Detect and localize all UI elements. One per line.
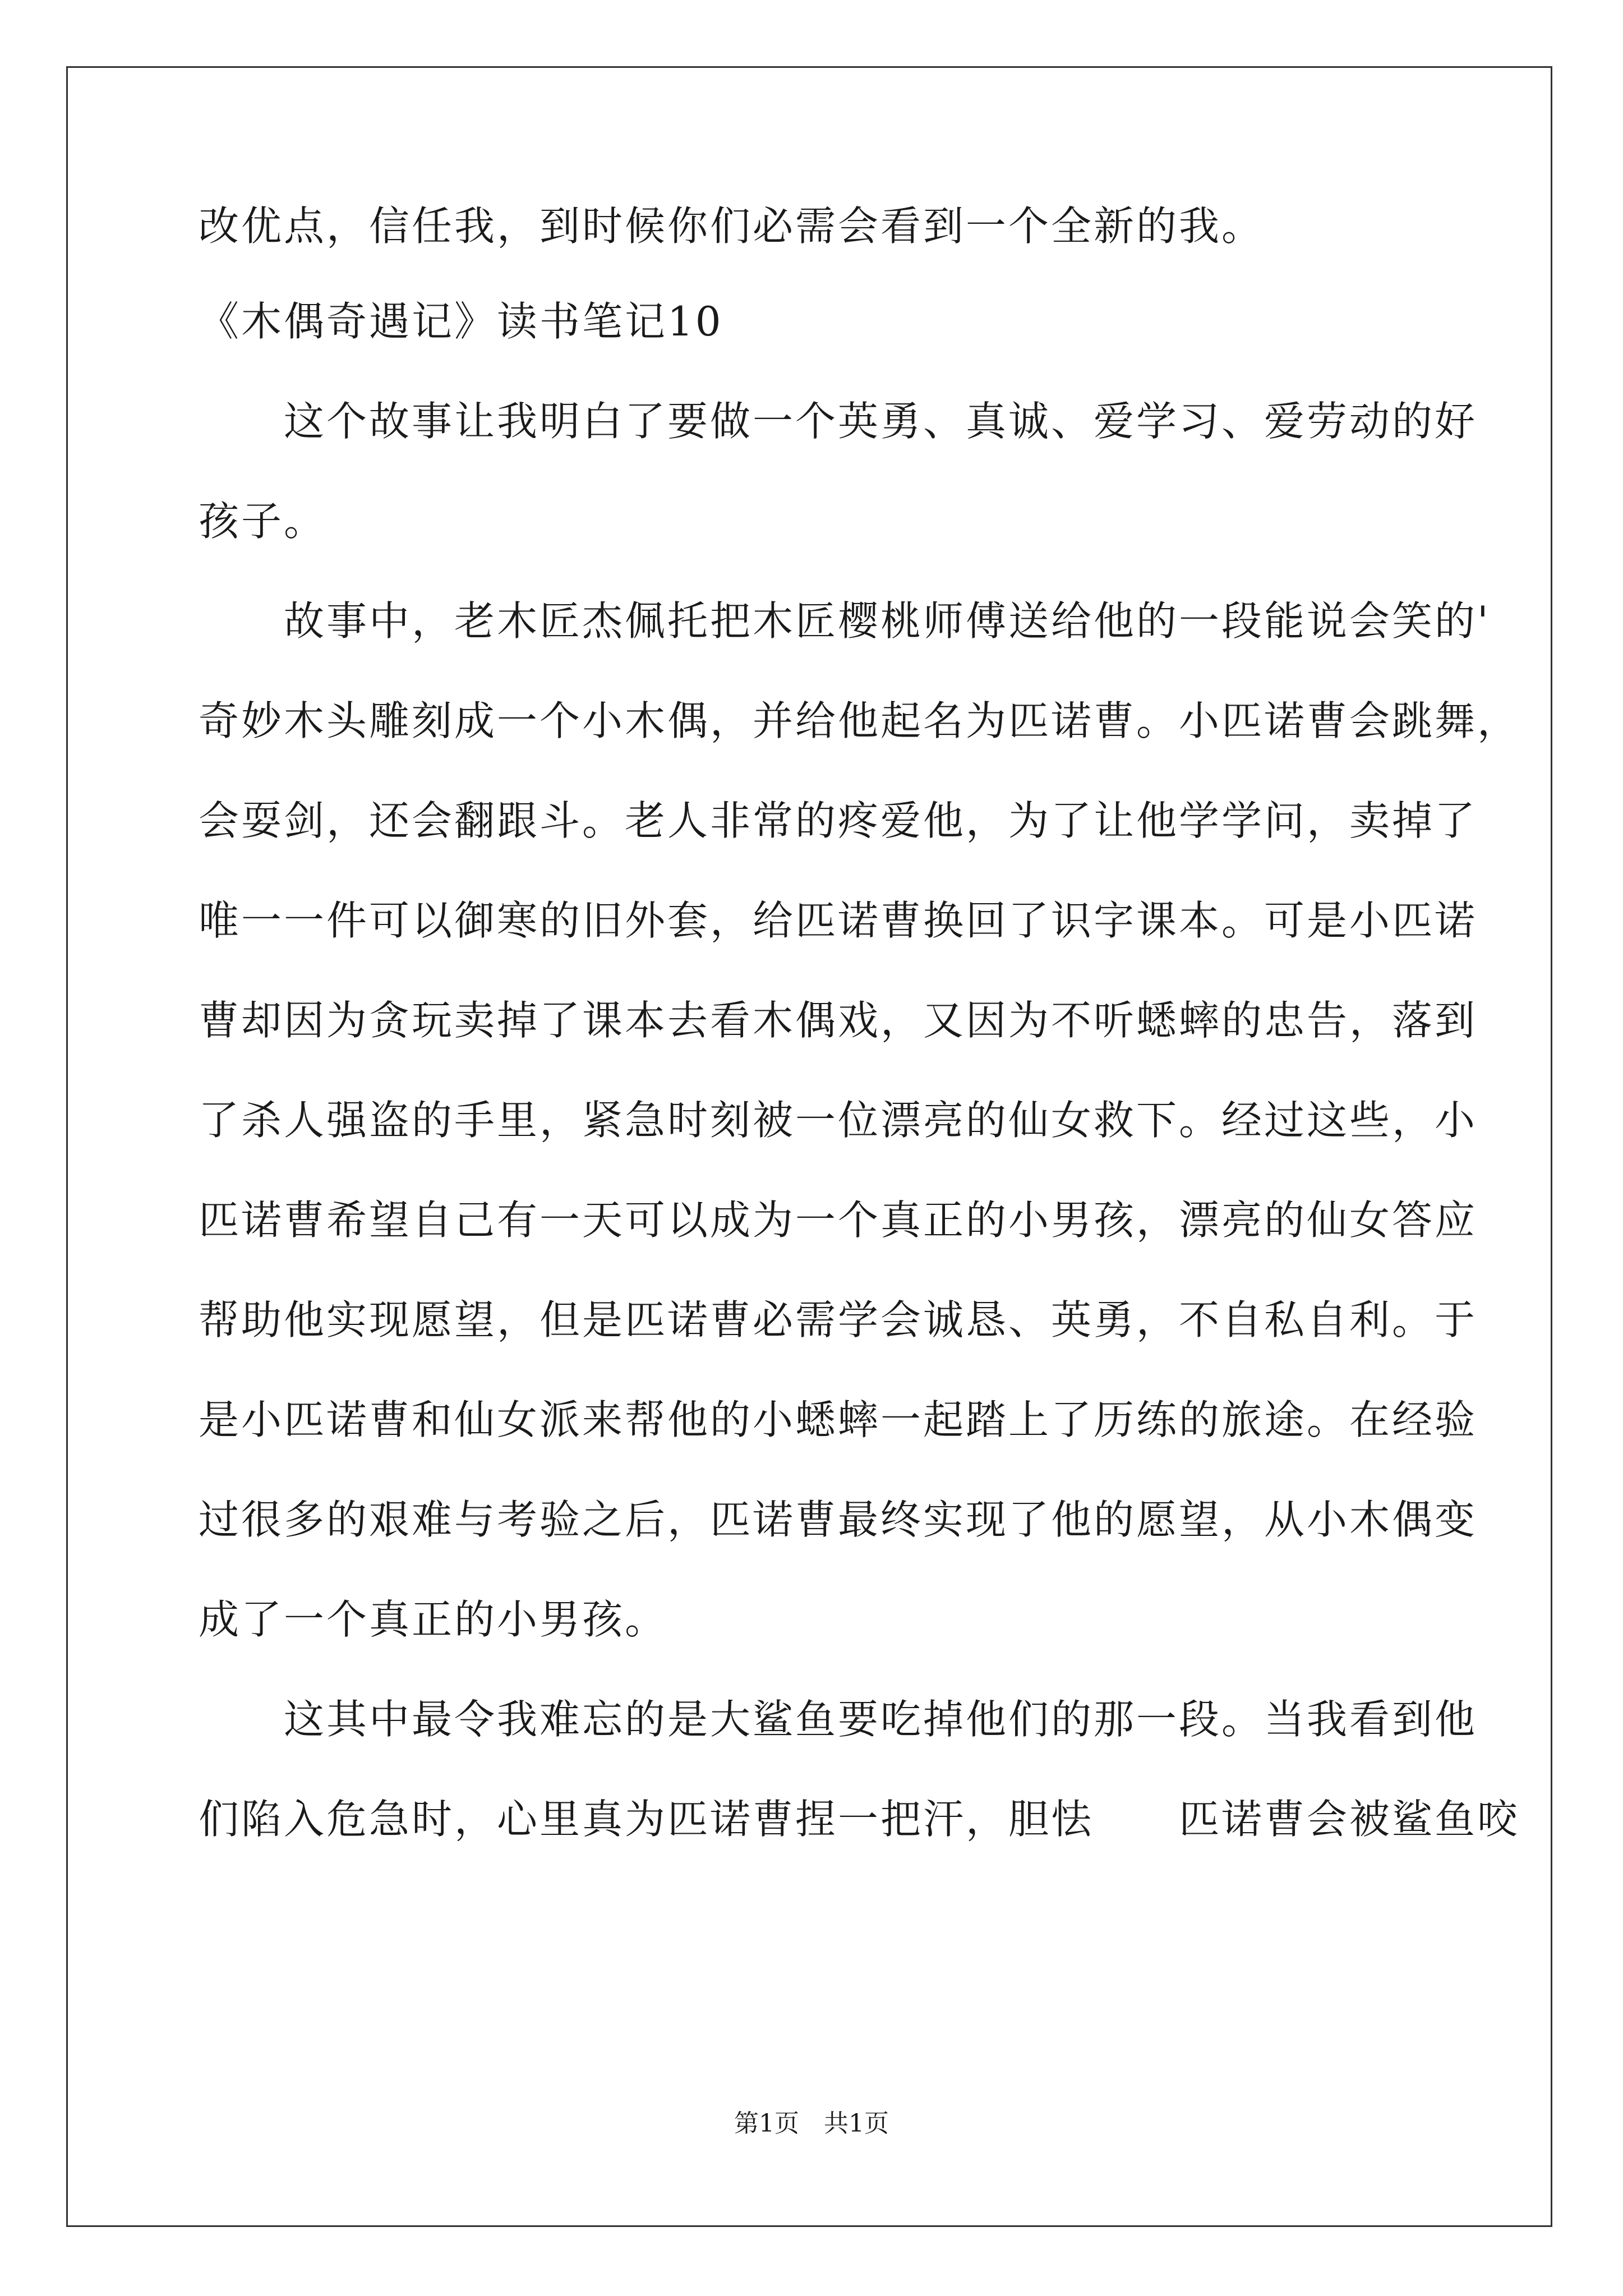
text-line: 们陷入危急时，心里真为匹诺曹捏一把汗，胆怯 匹诺曹会被鲨鱼咬 (199, 1796, 1520, 1843)
page-total: 共1页 (824, 2109, 889, 2138)
text-line: 奇妙木头雕刻成一个小木偶，并给他起名为匹诺曹。小匹诺曹会跳舞， (199, 697, 1520, 744)
text-line: 了杀人强盗的手里，紧急时刻被一位漂亮的仙女救下。经过这些，小 (199, 1097, 1478, 1144)
text-line: 这个故事让我明白了要做一个英勇、真诚、爱学习、爱劳动的好 (199, 398, 1478, 445)
text-line: 故事中，老木匠杰佩托把木匠樱桃师傅送给他的一段能说会笑的' (199, 597, 1491, 645)
text-line: 匹诺曹希望自己有一天可以成为一个真正的小男孩，漂亮的仙女答应 (199, 1197, 1478, 1244)
text-line: 这其中最令我难忘的是大鲨鱼要吃掉他们的那一段。当我看到他 (199, 1696, 1478, 1743)
page-number: 第1页 (734, 2109, 799, 2138)
text-line: 是小匹诺曹和仙女派来帮他的小蟋蟀一起踏上了历练的旅途。在经验 (199, 1396, 1478, 1443)
document-body (199, 199, 1520, 1846)
section-title: 《木偶奇遇记》读书笔记10 (199, 298, 723, 345)
text-line: 会耍剑，还会翻跟斗。老人非常的疼爱他，为了让他学学问，卖掉了 (199, 797, 1478, 844)
text-line: 帮助他实现愿望，但是匹诺曹必需学会诚恳、英勇，不自私自利。于 (199, 1296, 1478, 1343)
text-line: 成了一个真正的小男孩。 (199, 1596, 668, 1643)
text-line: 过很多的艰难与考验之后，匹诺曹最终实现了他的愿望，从小木偶变 (199, 1496, 1478, 1543)
text-line: 唯一一件可以御寒的旧外套，给匹诺曹换回了识字课本。可是小匹诺 (199, 897, 1478, 944)
page-footer (0, 2108, 1623, 2139)
text-line: 改优点，信任我，到时候你们必需会看到一个全新的我。 (199, 203, 1265, 250)
text-line: 孩子。 (199, 498, 327, 545)
text-line: 曹却因为贪玩卖掉了课本去看木偶戏，又因为不听蟋蟀的忠告，落到 (199, 997, 1478, 1044)
